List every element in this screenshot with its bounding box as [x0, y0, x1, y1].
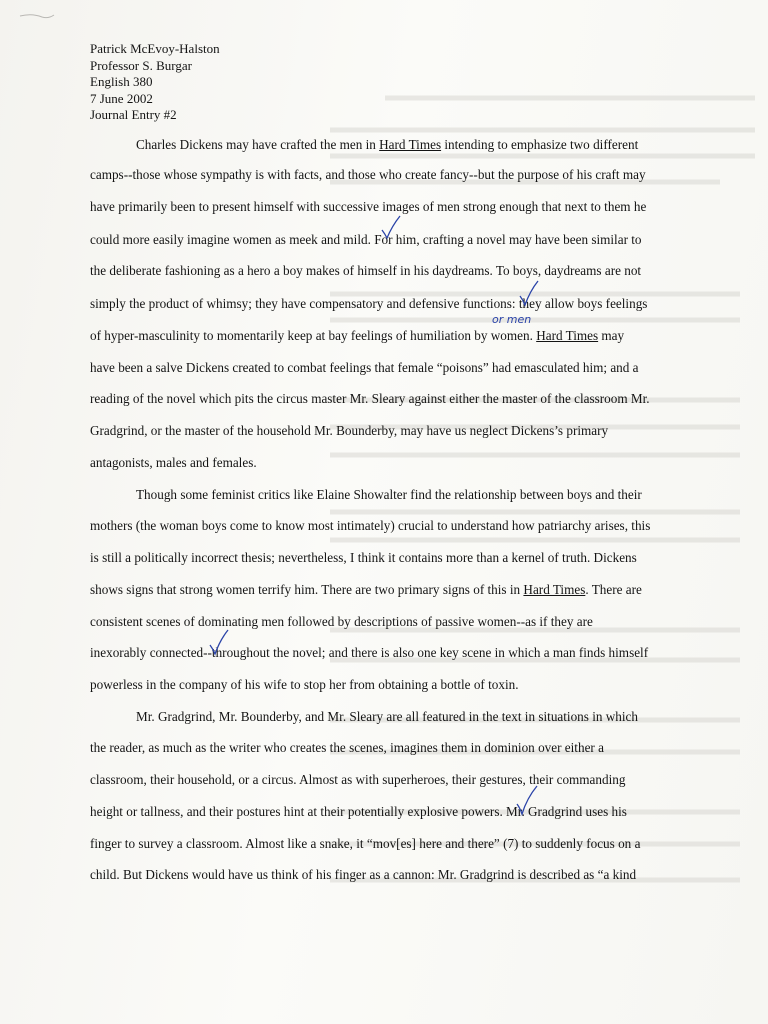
p1-line-8: have been a salve Dickens created to combat feelings that female “poisons” had emasculated him; and a [90, 360, 639, 375]
p1-line-3: have primarily been to present himself with successive images of men strong enough that next to them he [90, 199, 647, 214]
book-title: Hard Times [523, 582, 586, 597]
professor-name: Professor S. Burgar [90, 57, 192, 73]
p2-line-4 [90, 582, 642, 598]
p3-line-5: finger to survey a classroom. Almost like a snake, it “mov[es] here and there” (7) to suddenly focus on a [90, 836, 641, 851]
course-name: English 380 [90, 74, 153, 89]
p3-line-4: height or tallness, and their postures hint at their potentially explosive powers. Mr. Gradgrind uses his [90, 804, 627, 819]
text-run: Charles Dickens may have crafted the men in [136, 137, 380, 152]
p1-line-11: antagonists, males and females. [90, 455, 257, 470]
p2-line-3: is still a politically incorrect thesis; nevertheless, I think it contains more than a kernel of truth. Dickens [90, 550, 637, 565]
p2-line-5: consistent scenes of dominating men followed by descriptions of passive women--as if they are [90, 614, 593, 629]
p3-line-6: child. But Dickens would have us think of his finger as a cannon: Mr. Gradgrind is described as “a kind [90, 867, 637, 882]
p2-line-2: mothers (the woman boys come to know most intimately) crucial to understand how patriarchy arises, this [90, 518, 651, 533]
p1-line-10: Gradgrind, or the master of the household Mr. Bounderby, may have us neglect Dickens’s primary [90, 423, 609, 438]
p2-line-1: Though some feminist critics like Elaine Showalter find the relationship between boys and their [136, 487, 642, 502]
book-title: Hard Times [379, 137, 442, 152]
p1-line-2: camps--those whose sympathy is with facts, and those who create fancy--but the purpose of his craft may [90, 167, 646, 182]
p1-line-9: reading of the novel which pits the circus master Mr. Sleary against either the master of the classroom Mr. [90, 391, 650, 406]
p1-line-4: could more easily imagine women as meek and mild. For him, crafting a novel may have been similar to [90, 232, 642, 247]
p2-line-7: powerless in the company of his wife to stop her from obtaining a bottle of toxin. [90, 677, 519, 692]
text-run: may [598, 328, 625, 343]
p1-line-6: simply the product of whimsy; they have compensatory and defensive functions: they allow boys feelings [90, 296, 648, 311]
p1-line-5: the deliberate fashioning as a hero a boy makes of himself in his daydreams. To boys, daydreams are not [90, 263, 642, 278]
pen-mark-icon [18, 10, 58, 22]
p3-line-1: Mr. Gradgrind, Mr. Bounderby, and Mr. Sleary are all featured in the text in situations in which [136, 709, 638, 724]
text-run: . There are [585, 582, 642, 597]
p3-line-3: classroom, their household, or a circus. Almost as with superheroes, their gestures, their commanding [90, 772, 626, 787]
text-run: shows signs that strong women terrify him. There are two primary signs of this in [90, 582, 524, 597]
text-run: of hyper-masculinity to momentarily keep at bay feelings of humiliation by women. [90, 328, 537, 343]
p1-line-1 [136, 137, 638, 153]
p3-line-2: the reader, as much as the writer who creates the scenes, imagines them in dominion over either a [90, 740, 604, 755]
p1-line-7 [90, 328, 624, 344]
entry-title: Journal Entry #2 [90, 107, 177, 122]
margin-note-or-men: or men [492, 313, 532, 326]
p2-line-6: inexorably connected--throughout the novel; and there is also one key scene in which a man finds himself [90, 645, 649, 660]
header-block [90, 41, 220, 124]
book-title: Hard Times [536, 328, 599, 343]
entry-date: 7 June 2002 [90, 90, 153, 106]
author-name: Patrick McEvoy-Halston [90, 41, 220, 56]
text-run: intending to emphasize two different [441, 137, 639, 152]
